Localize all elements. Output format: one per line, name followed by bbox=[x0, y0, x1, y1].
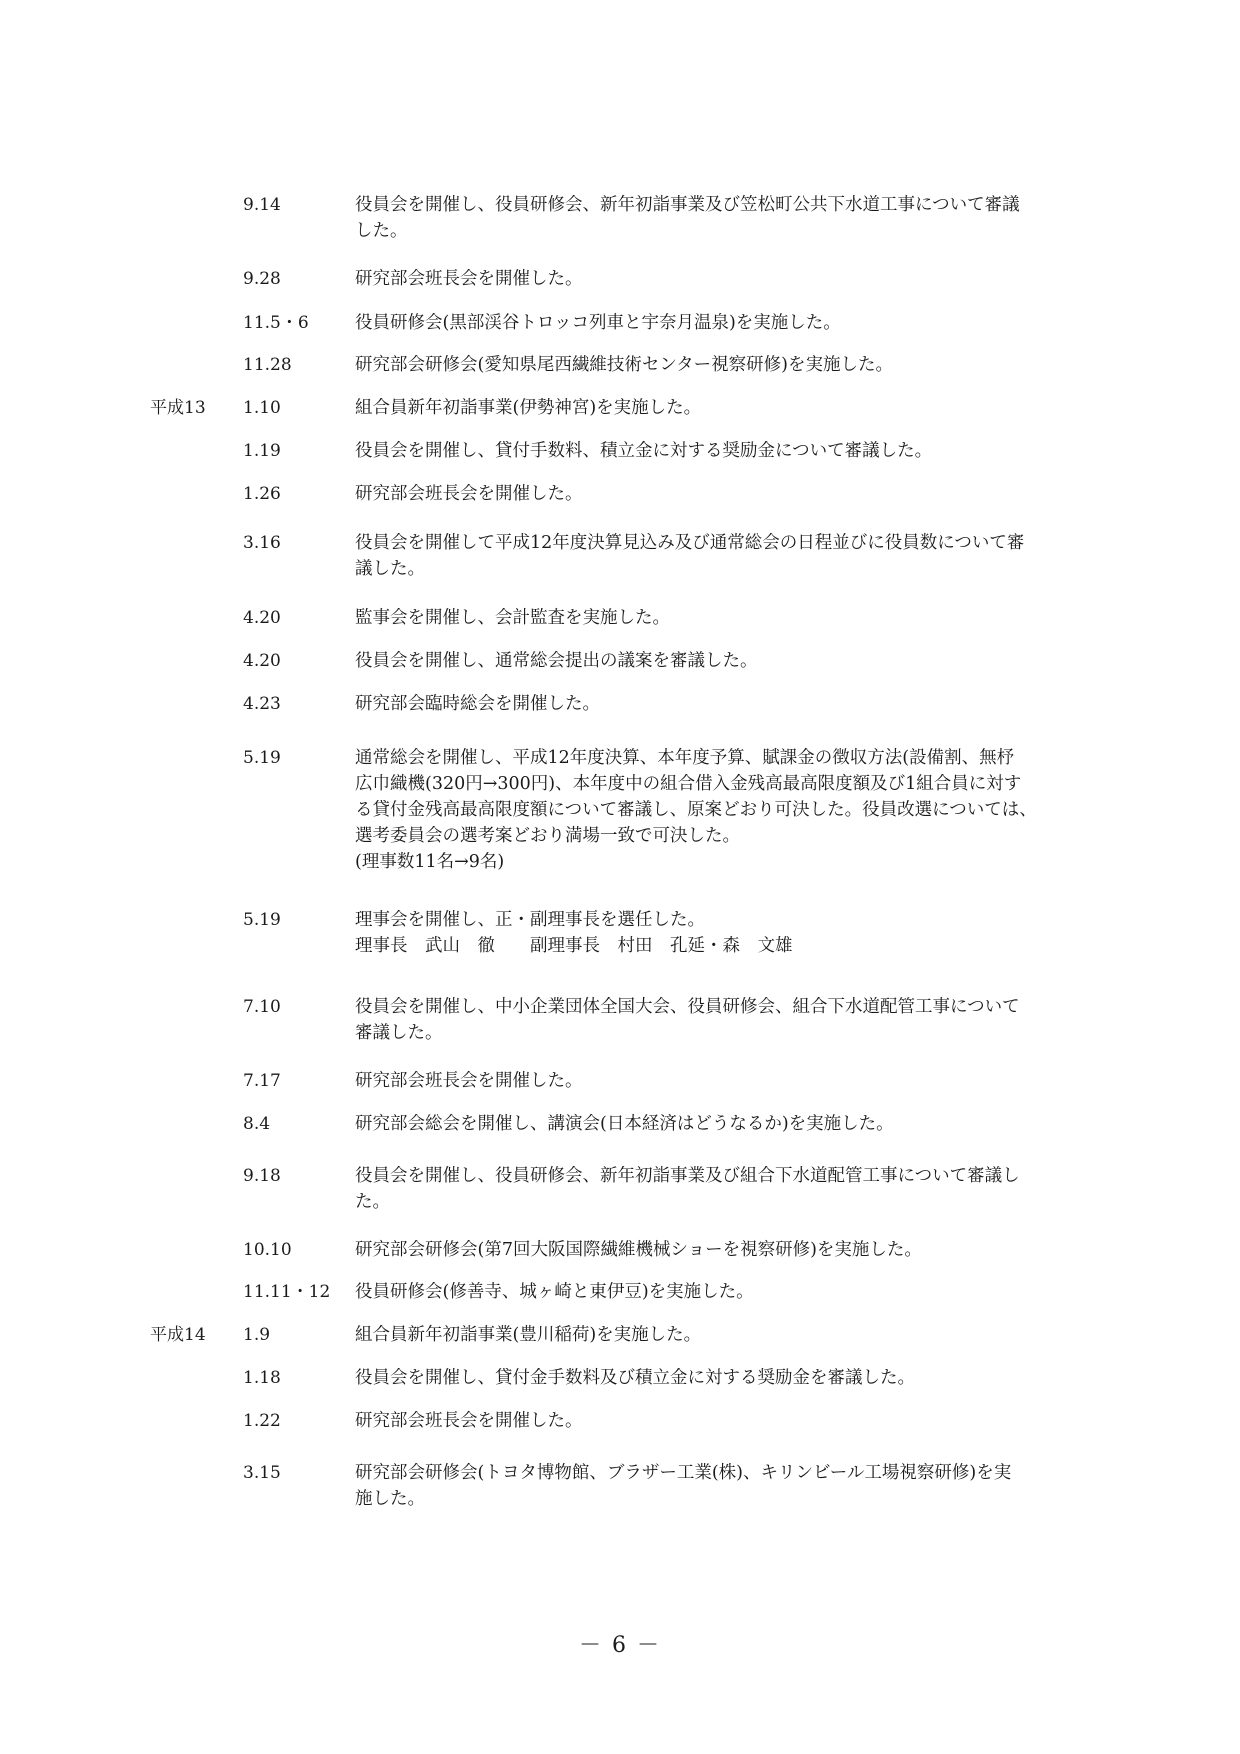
entry-date: 1.22 bbox=[243, 1411, 281, 1431]
entry-date: 8.4 bbox=[243, 1114, 271, 1134]
entry-text bbox=[355, 648, 1090, 674]
entry-date: 4.20 bbox=[243, 608, 281, 628]
entry-date: 11.28 bbox=[243, 355, 292, 375]
entry-text bbox=[355, 530, 1090, 582]
entry-text bbox=[355, 994, 1090, 1046]
entry-text bbox=[355, 1279, 1090, 1305]
entry-text bbox=[355, 481, 1090, 507]
entry-date: 1.19 bbox=[243, 441, 281, 461]
entry-text bbox=[355, 605, 1090, 631]
entry-text bbox=[355, 1237, 1090, 1263]
entry-text bbox=[355, 1460, 1090, 1512]
entry-date: 4.23 bbox=[243, 694, 281, 714]
entry-text bbox=[355, 691, 1090, 717]
entry-date: 3.15 bbox=[243, 1463, 281, 1483]
entry-text-line: 理事長 武山 徹 副理事長 村田 孔延・森 文雄 bbox=[355, 936, 793, 956]
era-year: 平成13 bbox=[150, 398, 206, 418]
entry-text-line: 広巾織機(320円→300円)、本年度中の組合借入金残高最高限度額及び1組合員に対す bbox=[355, 774, 1022, 794]
entry-date: 9.14 bbox=[243, 195, 281, 215]
entry-text-line: した。 bbox=[355, 221, 408, 241]
entry-text-line: 役員会を開催し、役員研修会、新年初詣事業及び笠松町公共下水道工事について審議 bbox=[355, 195, 1020, 215]
entry-text-line: 役員研修会(黒部渓谷トロッコ列車と宇奈月温泉)を実施した。 bbox=[355, 313, 841, 333]
entry-text bbox=[355, 310, 1090, 336]
entry-text-line: 研究部会研修会(トヨタ博物館、ブラザー工業(株)、キリンビール工場視察研修)を実 bbox=[355, 1463, 1012, 1483]
entry-text-line: 研究部会臨時総会を開催した。 bbox=[355, 694, 600, 714]
entry-text-line: 監事会を開催し、会計監査を実施した。 bbox=[355, 608, 670, 628]
entry-text-line: 選考委員会の選考案どおり満場一致で可決した。 bbox=[355, 826, 740, 846]
entry-date: 5.19 bbox=[243, 910, 281, 930]
entry-text-line: 組合員新年初詣事業(伊勢神宮)を実施した。 bbox=[355, 398, 702, 418]
entry-text bbox=[355, 1322, 1090, 1348]
entry-text-line: 役員会を開催して平成12年度決算見込み及び通常総会の日程並びに役員数について審 bbox=[355, 533, 1025, 553]
entry-text-line: 施した。 bbox=[355, 1489, 425, 1509]
entry-date: 1.9 bbox=[243, 1325, 271, 1345]
entry-text-line: 研究部会班長会を開催した。 bbox=[355, 1411, 583, 1431]
entry-text bbox=[355, 1068, 1090, 1094]
entry-text-line: 役員会を開催し、貸付手数料、積立金に対する奨励金について審議した。 bbox=[355, 441, 933, 461]
entry-date: 9.18 bbox=[243, 1166, 281, 1186]
entry-date: 1.10 bbox=[243, 398, 281, 418]
entry-text bbox=[355, 1408, 1090, 1434]
entry-text-line: 議した。 bbox=[355, 559, 425, 579]
era-year: 平成14 bbox=[150, 1325, 206, 1345]
entry-text bbox=[355, 395, 1090, 421]
entry-date: 9.28 bbox=[243, 269, 281, 289]
page-number: － 6 － bbox=[579, 1633, 661, 1658]
entry-date: 10.10 bbox=[243, 1240, 292, 1260]
entry-text bbox=[355, 1163, 1090, 1215]
entry-date: 1.18 bbox=[243, 1368, 281, 1388]
entry-text-line: 研究部会班長会を開催した。 bbox=[355, 269, 583, 289]
entry-text-line: 役員会を開催し、通常総会提出の議案を審議した。 bbox=[355, 651, 758, 671]
entry-date: 1.26 bbox=[243, 484, 281, 504]
entry-date: 11.5・6 bbox=[243, 313, 309, 333]
entry-text bbox=[355, 1365, 1090, 1391]
entry-text bbox=[355, 1111, 1090, 1137]
entry-text-line: 役員会を開催し、貸付金手数料及び積立金に対する奨励金を審議した。 bbox=[355, 1368, 915, 1388]
entry-date: 7.17 bbox=[243, 1071, 281, 1091]
entry-text-line: 研究部会班長会を開催した。 bbox=[355, 484, 583, 504]
entry-text-line: た。 bbox=[355, 1192, 390, 1212]
entry-date: 5.19 bbox=[243, 748, 281, 768]
entry-text-line: 役員研修会(修善寺、城ヶ崎と東伊豆)を実施した。 bbox=[355, 1282, 754, 1302]
entry-text-line: 役員会を開催し、中小企業団体全国大会、役員研修会、組合下水道配管工事について bbox=[355, 997, 1020, 1017]
entry-date: 7.10 bbox=[243, 997, 281, 1017]
entry-text-line: 通常総会を開催し、平成12年度決算、本年度予算、賦課金の徴収方法(設備割、無杼 bbox=[355, 748, 1015, 768]
entry-date: 4.20 bbox=[243, 651, 281, 671]
entry-text bbox=[355, 907, 1090, 959]
entry-text-line: 理事会を開催し、正・副理事長を選任した。 bbox=[355, 910, 705, 930]
entry-text-line: 研究部会総会を開催し、講演会(日本経済はどうなるか)を実施した。 bbox=[355, 1114, 894, 1134]
entry-date: 11.11・12 bbox=[243, 1282, 331, 1302]
entry-text-line: (理事数11名→9名) bbox=[355, 852, 505, 872]
entry-text-line: 研究部会班長会を開催した。 bbox=[355, 1071, 583, 1091]
entry-text bbox=[355, 745, 1090, 875]
entry-text-line: る貸付金残高最高限度額について審議し、原案どおり可決した。役員改選については、 bbox=[355, 800, 1037, 820]
entry-text-line: 研究部会研修会(第7回大阪国際繊維機械ショーを視察研修)を実施した。 bbox=[355, 1240, 922, 1260]
entry-date: 3.16 bbox=[243, 533, 281, 553]
entry-text-line: 研究部会研修会(愛知県尾西繊維技術センター視察研修)を実施した。 bbox=[355, 355, 893, 375]
entry-text-line: 審議した。 bbox=[355, 1023, 443, 1043]
entry-text bbox=[355, 266, 1090, 292]
entry-text-line: 組合員新年初詣事業(豊川稲荷)を実施した。 bbox=[355, 1325, 702, 1345]
entry-text bbox=[355, 438, 1090, 464]
entry-text-line: 役員会を開催し、役員研修会、新年初詣事業及び組合下水道配管工事について審議し bbox=[355, 1166, 1020, 1186]
entry-text bbox=[355, 192, 1090, 244]
entry-text bbox=[355, 352, 1090, 378]
